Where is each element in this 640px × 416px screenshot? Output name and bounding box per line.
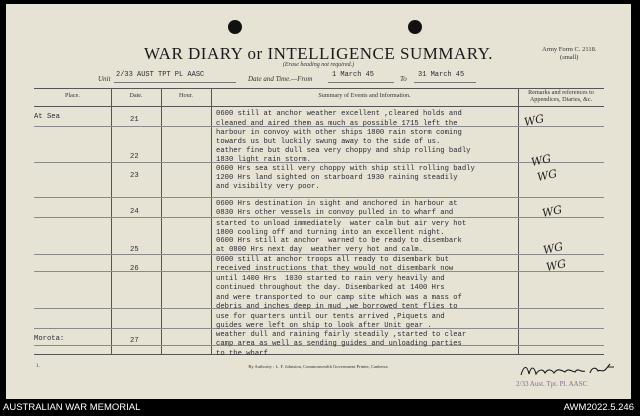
- initials-mark: WG: [529, 152, 553, 169]
- army-form-sub: (small): [560, 54, 579, 61]
- initials-mark: WG: [540, 203, 564, 220]
- hour-summary-divider: [211, 88, 212, 354]
- entry-line: use for quarters until our tents arrived ,Piquets and: [216, 313, 445, 321]
- table-bottom-rule: [34, 354, 604, 355]
- date-from-label: Date and Time.—From: [248, 75, 313, 83]
- col-summary: Summary of Events and Information.: [318, 92, 411, 99]
- signature: [518, 361, 618, 379]
- date-to-underline: [414, 82, 476, 83]
- entry-line: 0600 Hrs destination in sight and anchored in harbour at: [216, 200, 458, 208]
- entry-line: eather fine but dull sea very choppy and ship rolling badly: [216, 147, 471, 155]
- date-cell: 24: [130, 208, 139, 216]
- place-morotai: Morota:: [34, 335, 65, 343]
- entry-line: weather dull and raining fairly steadily ,started to clear: [216, 331, 467, 339]
- entry-line: harbour in convoy with other ships 1800 rain storm coming: [216, 129, 462, 137]
- col-place: Place.: [65, 92, 80, 99]
- entry-line: continued throughout the day. Disembarked at 1400 Hrs: [216, 284, 445, 292]
- col-hour: Hour.: [179, 92, 193, 99]
- entry-line: to the wharf: [216, 350, 268, 358]
- entry-line: towards us but luckily swung away to the side of us.: [216, 138, 441, 146]
- entry-line: debris and inches deep in mud ,we borrowed tent flies to: [216, 303, 458, 311]
- entry-line: guides were left on ship to look after Unit gear .: [216, 322, 432, 330]
- punch-hole: [228, 20, 242, 34]
- entry-line: 1200 Hrs land sighted on starboard 1930 raining steadily: [216, 174, 458, 182]
- archive-name: AUSTRALIAN WAR MEMORIAL: [3, 402, 141, 413]
- summary-remarks-divider: [518, 88, 519, 354]
- diary-page: [6, 4, 631, 399]
- date-cell: 21: [130, 116, 139, 124]
- entry-line: until 1400 Hrs 1030 started to rain very heavily and: [216, 275, 445, 283]
- printer-credit: By Authority : L. F. Johnston, Commonwealth Government Printer, Canberra.: [248, 364, 389, 369]
- col-remarks: Remarks and references to Appendices, Diaries, &c.: [528, 89, 594, 103]
- archive-footer: [0, 399, 640, 416]
- entry-line: and were transported to our camp site which was a mass of: [216, 294, 462, 302]
- entry-line: 0600 still at anchor weather excellent ,cleared holds and: [216, 110, 462, 118]
- date-to-label: To: [400, 75, 407, 83]
- entry-line: 1830 light rain storm.: [216, 156, 311, 164]
- army-form-label: Army Form C. 2118.: [542, 46, 597, 53]
- unit-label: Unit: [98, 75, 111, 83]
- date-cell: 26: [130, 265, 139, 273]
- punch-hole: [408, 20, 422, 34]
- date-to-value: 31 March 45: [418, 71, 465, 79]
- date-cell: 23: [130, 172, 139, 180]
- place-date-divider: [111, 88, 112, 354]
- entry-line: camp area as well as sending guides and unloading parties: [216, 340, 462, 348]
- entry-line: and visibilty very poor.: [216, 183, 320, 191]
- archive-reference: AWM2022.5.246: [563, 402, 634, 413]
- entry-line: 0600 Hrs sea still very choppy with ship still rolling badly: [216, 165, 475, 173]
- unit-underline: [114, 82, 236, 83]
- entry-line: received instructions that they would not disembark now: [216, 265, 454, 273]
- date-cell: 27: [130, 337, 139, 345]
- entry-line: cleaned and aired them as much as possible 1715 left the: [216, 120, 458, 128]
- entry-line: at 0800 Hrs next day weather very hot and calm.: [216, 246, 424, 254]
- date-from-underline: [328, 82, 394, 83]
- col-date: Date.: [129, 92, 143, 99]
- entry-line: 0600 still at anchor troops all ready to disembark but: [216, 256, 449, 264]
- entry-line: 0830 Hrs other vessels in convoy pulled in to wharf and: [216, 209, 454, 217]
- place-at-sea: At Sea: [34, 113, 60, 121]
- entry-line: 1800 cooling off and turning into an excellent night.: [216, 229, 445, 237]
- initials-mark: WG: [541, 240, 565, 257]
- footer-number: 1.: [36, 364, 40, 369]
- row-rule: [34, 197, 604, 198]
- initials-mark: WG: [544, 257, 568, 274]
- initials-mark: WG: [522, 112, 546, 129]
- date-cell: 25: [130, 246, 139, 254]
- initials-mark: WG: [535, 167, 559, 184]
- form-subtitle: (Erase heading not required.): [282, 62, 355, 68]
- entry-line: 0600 Hrs still at anchor warned to be ready to disembark: [216, 237, 462, 245]
- date-hour-divider: [161, 88, 162, 354]
- army-form-number: [542, 46, 596, 62]
- form-title: WAR DIARY or INTELLIGENCE SUMMARY.: [144, 44, 493, 63]
- date-cell: 22: [130, 153, 139, 161]
- unit-value: 2/33 AUST TPT PL AASC: [116, 71, 205, 79]
- unit-stamp: 2/33 Aust. Tpt. Pl. AASC: [516, 380, 588, 388]
- date-from-value: 1 March 45: [332, 71, 375, 79]
- row-rule: [34, 162, 604, 163]
- entry-line: started to unload immediately water calm but air very hot: [216, 220, 467, 228]
